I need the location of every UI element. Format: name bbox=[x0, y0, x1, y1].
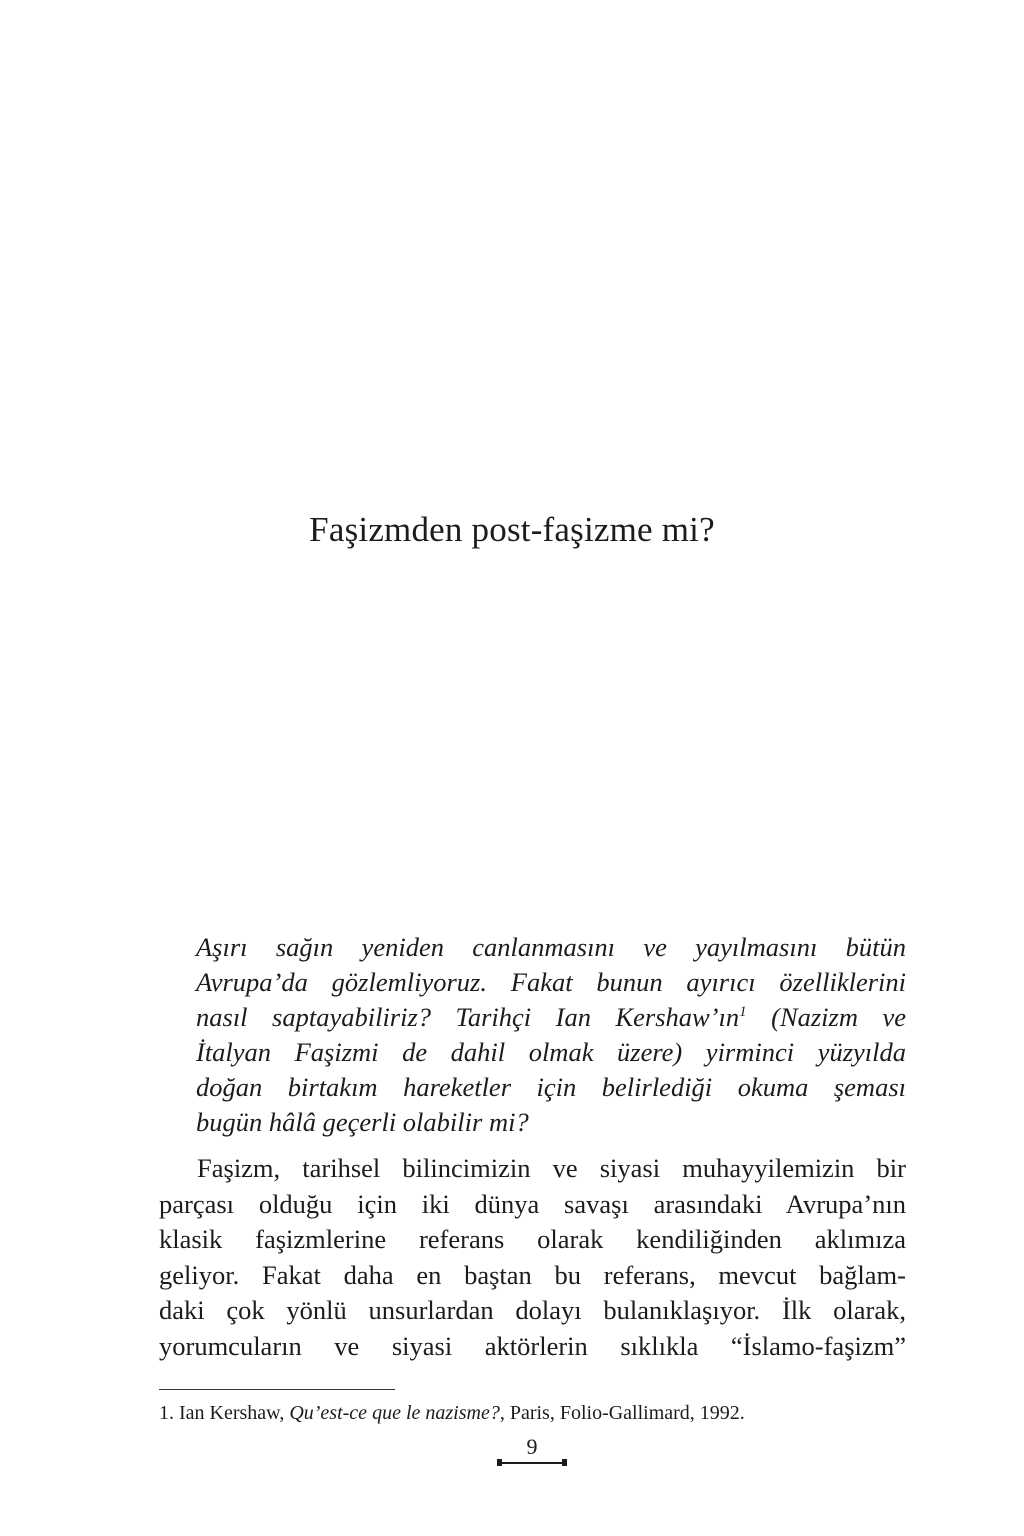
page-number-rule bbox=[499, 1462, 565, 1464]
epigraph-line-text: nasıl saptayabiliriz? Tarihçi Ian Kershaw’ın bbox=[196, 1002, 740, 1032]
footnote-book-title: Qu’est-ce que le nazisme?, bbox=[289, 1402, 505, 1424]
footnote bbox=[159, 1400, 906, 1426]
body-line: Faşizm, tarihsel bilincimizin ve siyasi muhayyilemizin bir bbox=[197, 1153, 906, 1183]
body-line: daki çok yönlü unsurlardan dolayı bulanıklaşıyor. İlk olarak, bbox=[159, 1295, 906, 1325]
body-line: geliyor. Fakat daha en baştan bu referans, mevcut bağlam- bbox=[159, 1259, 906, 1290]
page-number-rule-right-tick bbox=[562, 1459, 567, 1466]
body-line: parçası olduğu için iki dünya savaşı arasındaki Avrupa’nın bbox=[159, 1188, 906, 1219]
footnote-number: 1. bbox=[159, 1402, 174, 1424]
body-line: klasik faşizmlerine referans olarak kendiliğinden aklımıza bbox=[159, 1224, 906, 1254]
page-number-rule-left-tick bbox=[497, 1459, 502, 1466]
epigraph-line: bugün hâlâ geçerli olabilir mi? bbox=[196, 1107, 529, 1137]
page-number-text: 9 bbox=[526, 1434, 538, 1459]
epigraph-line: Aşırı sağın yeniden canlanmasını ve yayılmasını bütün bbox=[196, 932, 906, 962]
footnote-publication: Paris, Folio-Gallimard, 1992. bbox=[504, 1402, 745, 1424]
footnote-author: Ian Kershaw, bbox=[174, 1402, 290, 1424]
chapter-title: Faşizmden post-faşizme mi? bbox=[309, 510, 715, 549]
epigraph bbox=[196, 930, 906, 1140]
epigraph-line: doğan birtakım hareketler için belirlediği okuma şeması bbox=[196, 1072, 906, 1102]
epigraph-line bbox=[196, 1000, 906, 1035]
body-line: yorumcuların ve siyasi aktörlerin sıklıkla “İslamo-faşizm” bbox=[159, 1330, 906, 1361]
page-number bbox=[497, 1436, 567, 1466]
body-paragraph bbox=[159, 1151, 906, 1364]
footnote-divider bbox=[159, 1389, 395, 1390]
epigraph-line: İtalyan Faşizmi de dahil olmak üzere) yirminci yüzyılda bbox=[196, 1037, 906, 1067]
epigraph-line-text: (Nazizm ve bbox=[746, 1002, 907, 1032]
epigraph-line: Avrupa’da gözlemliyoruz. Fakat bunun ayırıcı özelliklerini bbox=[196, 967, 906, 997]
footnote-reference: 1 bbox=[739, 1004, 747, 1021]
